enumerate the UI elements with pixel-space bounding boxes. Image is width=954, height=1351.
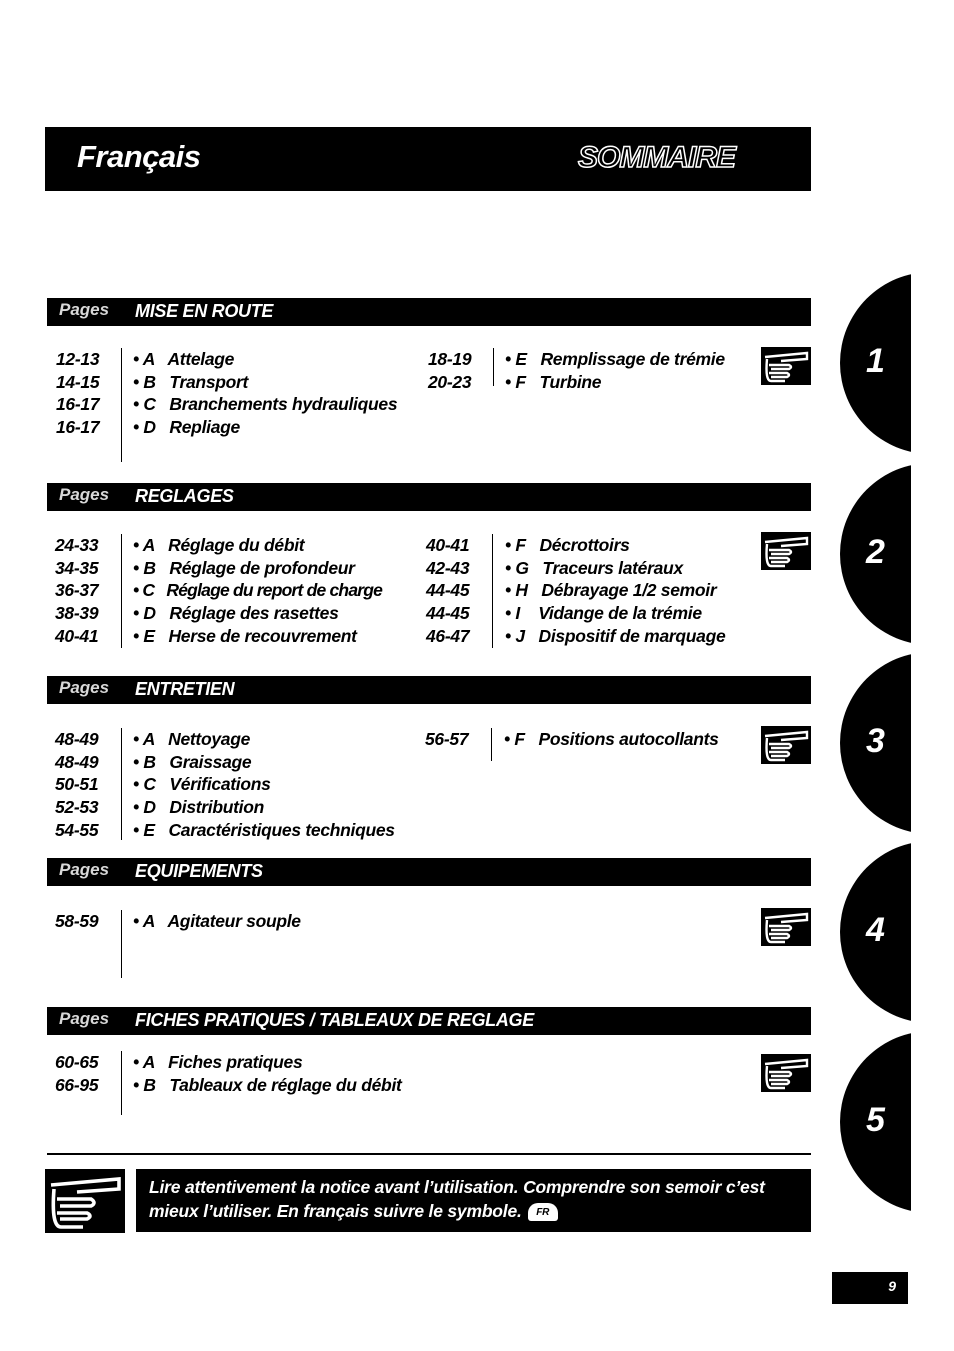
list-item[interactable]: • E Caractéristiques techniques [133,819,395,840]
tab-edge [911,260,954,1240]
list-item[interactable]: • G Traceurs latéraux [505,557,683,578]
list-item[interactable]: • C Réglage du report de charge [133,580,383,601]
language-title: Français [77,139,201,174]
divider [493,348,494,386]
page-list [56,348,99,439]
list-item[interactable]: • D Repliage [133,417,240,438]
pages-label: Pages [59,1009,110,1028]
page-range: 52-53 [55,797,99,818]
item-list [505,348,725,393]
fr-symbol-icon: FR [528,1203,558,1221]
page-range: 40-41 [426,535,470,555]
page-range: 16-17 [56,394,100,415]
section-title: FICHES PRATIQUES / TABLEAUX DE REGLAGE [135,1010,534,1030]
list-item[interactable]: • F Positions autocollants [504,729,719,749]
tab-number: 2 [866,533,885,571]
notice-message: Lire attentivement la notice avant l’utilisation. Comprendre son semoir c’est mieux l’utiliser. En français suivre le symbole. [149,1177,765,1221]
page-title: SOMMAIRE [578,141,735,174]
page-range: 54-55 [55,819,99,840]
page-range: 44-45 [426,603,470,624]
tab-number: 5 [866,1101,885,1139]
list-item[interactable]: • C Vérifications [133,774,271,795]
list-item[interactable]: • A Attelage [133,349,235,369]
divider [121,534,122,648]
page-range: 50-51 [55,774,99,795]
list-item[interactable]: • D Distribution [133,797,264,818]
page-list [425,728,468,751]
page-range: 34-35 [55,557,99,578]
list-item[interactable]: • B Graissage [133,751,252,772]
page-range: 20-23 [428,371,472,392]
page-list [426,534,469,648]
page-range: 48-49 [55,751,99,772]
page-range: 12-13 [56,349,100,369]
page-range: 24-33 [55,535,99,555]
page-list [428,348,471,393]
list-item[interactable]: • B Transport [133,371,249,392]
list-item[interactable]: • F Décrottoirs [505,535,630,555]
section-bar-equipements [47,858,811,886]
divider [491,728,492,761]
tab-number: 1 [866,342,885,380]
page-range: 16-17 [56,417,100,438]
pointing-hand-icon [45,1169,125,1233]
list-item[interactable]: • C Branchements hydrauliques [133,394,398,415]
pointing-hand-icon [761,908,811,946]
page-range: 38-39 [55,603,99,624]
item-list [133,910,301,933]
page-range: 40-41 [55,625,99,646]
pages-label: Pages [59,300,110,319]
item-list [133,1051,402,1096]
divider [121,348,122,462]
page-range: 56-57 [425,729,469,749]
pages-label: Pages [59,678,110,697]
list-item[interactable]: • D Réglage des rasettes [133,603,339,624]
section-title: MISE EN ROUTE [135,301,274,321]
list-item[interactable]: • A Agitateur souple [133,911,301,931]
page-number-box [832,1272,908,1304]
section-bar-entretien [47,676,811,704]
page-range: 58-59 [55,911,99,931]
page-range: 60-65 [55,1052,99,1072]
list-item[interactable]: • F Turbine [505,371,602,392]
divider [121,1051,122,1115]
section-title: REGLAGES [135,486,234,506]
header-bar [45,127,811,191]
page-list [55,910,98,933]
list-item[interactable]: • A Fiches pratiques [133,1052,303,1072]
page-range: 66-95 [55,1074,99,1095]
pointing-hand-icon [761,1054,811,1092]
section-bar-reglages [47,483,811,511]
page-range: 18-19 [428,349,472,369]
section-title: EQUIPEMENTS [135,861,263,881]
tab-number: 4 [866,911,885,949]
list-item[interactable]: • A Réglage du débit [133,535,305,555]
list-item[interactable]: • A Nettoyage [133,729,251,749]
list-item[interactable]: • E Herse de recouvrement [133,625,357,646]
tab-number: 3 [866,722,885,760]
page-range: 44-45 [426,580,470,601]
pointing-hand-icon [761,726,811,764]
list-item[interactable]: • J Dispositif de marquage [505,625,726,646]
divider [121,728,122,840]
page-list [55,728,98,842]
footer-rule [47,1153,811,1155]
page-range: 46-47 [426,625,470,646]
list-item[interactable]: • I Vidange de la trémie [505,603,702,624]
divider [492,534,493,648]
page-range: 42-43 [426,557,470,578]
pointing-hand-icon [761,347,811,385]
item-list [505,534,725,648]
section-title: ENTRETIEN [135,679,235,699]
section-bar-mise-en-route [47,298,811,326]
pages-label: Pages [59,485,110,504]
page-range: 48-49 [55,729,99,749]
page-list [55,534,98,648]
pointing-hand-icon [761,532,811,570]
page-range: 14-15 [56,371,100,392]
list-item[interactable]: • H Débrayage 1/2 semoir [505,580,717,601]
list-item[interactable]: • B Réglage de profondeur [133,557,355,578]
list-item[interactable]: • B Tableaux de réglage du débit [133,1074,402,1095]
pages-label: Pages [59,860,110,879]
notice-text [149,1175,811,1223]
page-list [55,1051,98,1096]
item-list [133,728,395,842]
page-number: 9 [888,1278,896,1294]
section-bar-fiches-pratiques [47,1007,811,1035]
item-list [504,728,719,751]
item-list [133,534,382,648]
notice-box [136,1169,811,1232]
list-item[interactable]: • E Remplissage de trémie [505,349,725,369]
item-list [133,348,397,439]
page-range: 36-37 [55,580,99,601]
divider [121,910,122,978]
